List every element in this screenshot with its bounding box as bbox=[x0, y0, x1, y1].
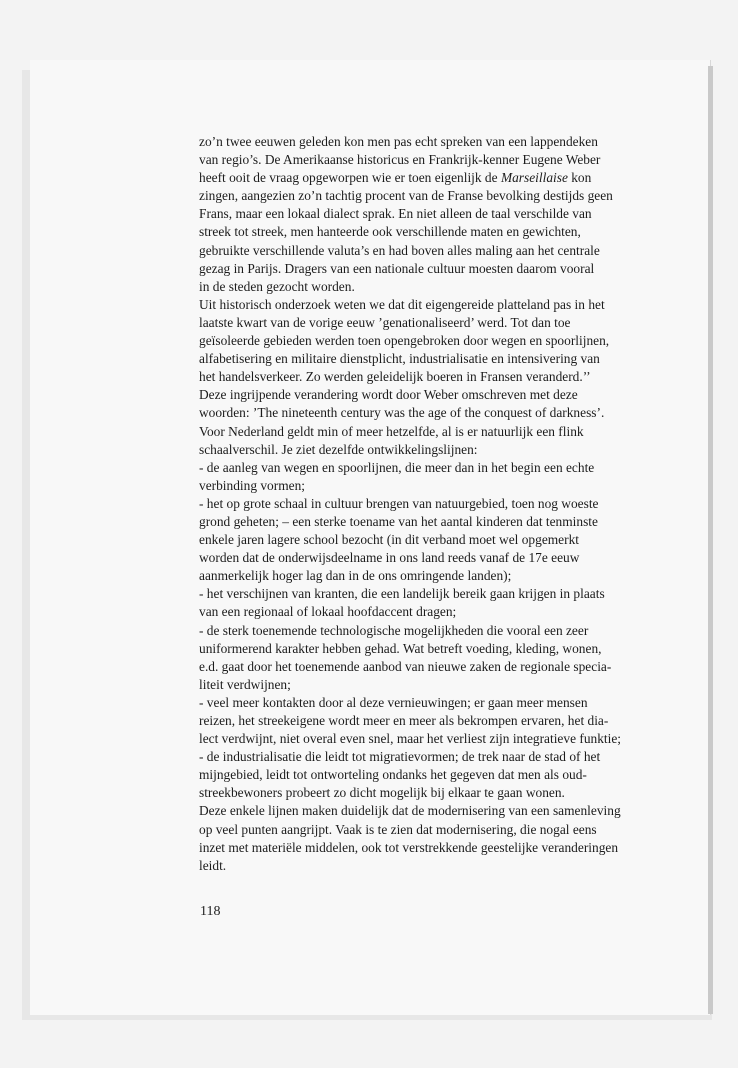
line: Deze enkele lijnen maken duidelijk dat de modernisering van een samenleving bbox=[199, 803, 621, 819]
line: van regio’s. De Amerikaanse historicus en Frankrijk-kenner Eugene Weber bbox=[199, 152, 601, 168]
line: Voor Nederland geldt min of meer hetzelfde, al is er natuurlijk een flink bbox=[199, 423, 584, 439]
line: mijngebied, leidt tot ontworteling ondanks het gegeven dat men als oud- bbox=[199, 767, 587, 783]
line: - de industrialisatie die leidt tot migratievormen; de trek naar de stad of het bbox=[199, 749, 601, 765]
line: aanmerkelijk hoger lag dan in de ons omringende landen); bbox=[199, 568, 512, 584]
line: zingen, aangezien zo’n tachtig procent van de Franse bevolking destijds geen bbox=[199, 188, 613, 204]
line: inzet met materiële middelen, ook tot verstrekkende geestelijke veranderingen bbox=[199, 839, 619, 855]
line: Deze ingrijpende verandering wordt door Weber omschreven met deze bbox=[199, 387, 578, 403]
line: enkele jaren lagere school bezocht (in dit verband moet wel opgemerkt bbox=[199, 532, 579, 548]
line: lect verdwijnt, niet overal even snel, maar het verliest zijn integratieve funktie; bbox=[199, 731, 622, 747]
line: laatste kwart van de vorige eeuw ’genationaliseerd’ werd. Tot dan toe bbox=[199, 314, 571, 330]
line: streekbewoners probeert zo dicht mogelijk bij elkaar te gaan wonen. bbox=[199, 785, 565, 801]
line: op veel punten aangrijpt. Vaak is te zien dat modernisering, die nogal eens bbox=[199, 821, 597, 837]
line: - de aanleg van wegen en spoorlijnen, die meer dan in het begin een echte bbox=[199, 459, 595, 475]
line: worden dat de onderwijsdeelname in ons land reeds vanaf de 17e eeuw bbox=[199, 550, 580, 566]
line: streek tot streek, men hanteerde ook verschillende maten en gewichten, bbox=[199, 224, 581, 240]
line: - de sterk toenemende technologische mogelijkheden die vooral een zeer bbox=[199, 622, 589, 638]
line: verbinding vormen; bbox=[199, 477, 305, 493]
line: e.d. gaat door het toenemende aanbod van nieuwe zaken de regionale specia- bbox=[199, 658, 612, 674]
line: Uit historisch onderzoek weten we dat dit eigengereide platteland pas in het bbox=[199, 296, 605, 312]
line: grond geheten; – een sterke toename van het aantal kinderen dat tenminste bbox=[199, 513, 598, 529]
page-edge-shadow bbox=[708, 66, 713, 1014]
line: gezag in Parijs. Dragers van een nationale cultuur moesten daarom vooral bbox=[199, 260, 595, 276]
line: - het verschijnen van kranten, die een landelijk bereik gaan krijgen in plaats bbox=[199, 586, 605, 602]
line: uniformerend karakter hebben gehad. Wat betreft voeding, kleding, wonen, bbox=[199, 640, 602, 656]
line: alfabetisering en militaire dienstplicht, industrialisatie en intensivering van bbox=[199, 351, 600, 367]
line-text: heeft ooit de vraag opgeworpen wie er toen eigenlijk de bbox=[199, 170, 498, 186]
italic-title: Marseillaise bbox=[500, 170, 568, 186]
line: Frans, maar een lokaal dialect sprak. En niet alleen de taal verschilde van bbox=[199, 206, 592, 222]
line: van een regionaal of lokaal hoofdaccent dragen; bbox=[199, 604, 457, 620]
line-text-after: kon bbox=[567, 170, 592, 186]
line: zo’n twee eeuwen geleden kon men pas echt spreken van een lappendeken bbox=[199, 134, 598, 149]
line: woorden: ’The nineteenth century was the age of the conquest of darkness’. bbox=[199, 405, 605, 421]
line: reizen, het streekeigene wordt meer en meer als bekrompen ervaren, het dia- bbox=[199, 713, 609, 728]
line: - het op grote schaal in cultuur brengen van natuurgebied, toen nog woeste bbox=[199, 495, 599, 511]
line: in de steden gezocht worden. bbox=[199, 278, 355, 294]
line: - veel meer kontakten door al deze vernieuwingen; er gaan meer mensen bbox=[199, 694, 588, 710]
page-number: 118 bbox=[200, 904, 221, 919]
line: het handelsverkeer. Zo werden geleidelijk boeren in Fransen veranderd.’’ bbox=[199, 369, 591, 385]
line: leidt. bbox=[199, 857, 227, 873]
line: schaalverschil. Je ziet dezelfde ontwikkelingslijnen: bbox=[199, 441, 478, 457]
body-text bbox=[199, 133, 669, 875]
line: geïsoleerde gebieden werden toen opengebroken door wegen en spoorlijnen, bbox=[199, 333, 610, 349]
line: gebruikte verschillende valuta’s en had boven alles maling aan het centrale bbox=[199, 242, 600, 258]
line: liteit verdwijnen; bbox=[199, 676, 291, 692]
line-with-italic bbox=[199, 169, 669, 187]
